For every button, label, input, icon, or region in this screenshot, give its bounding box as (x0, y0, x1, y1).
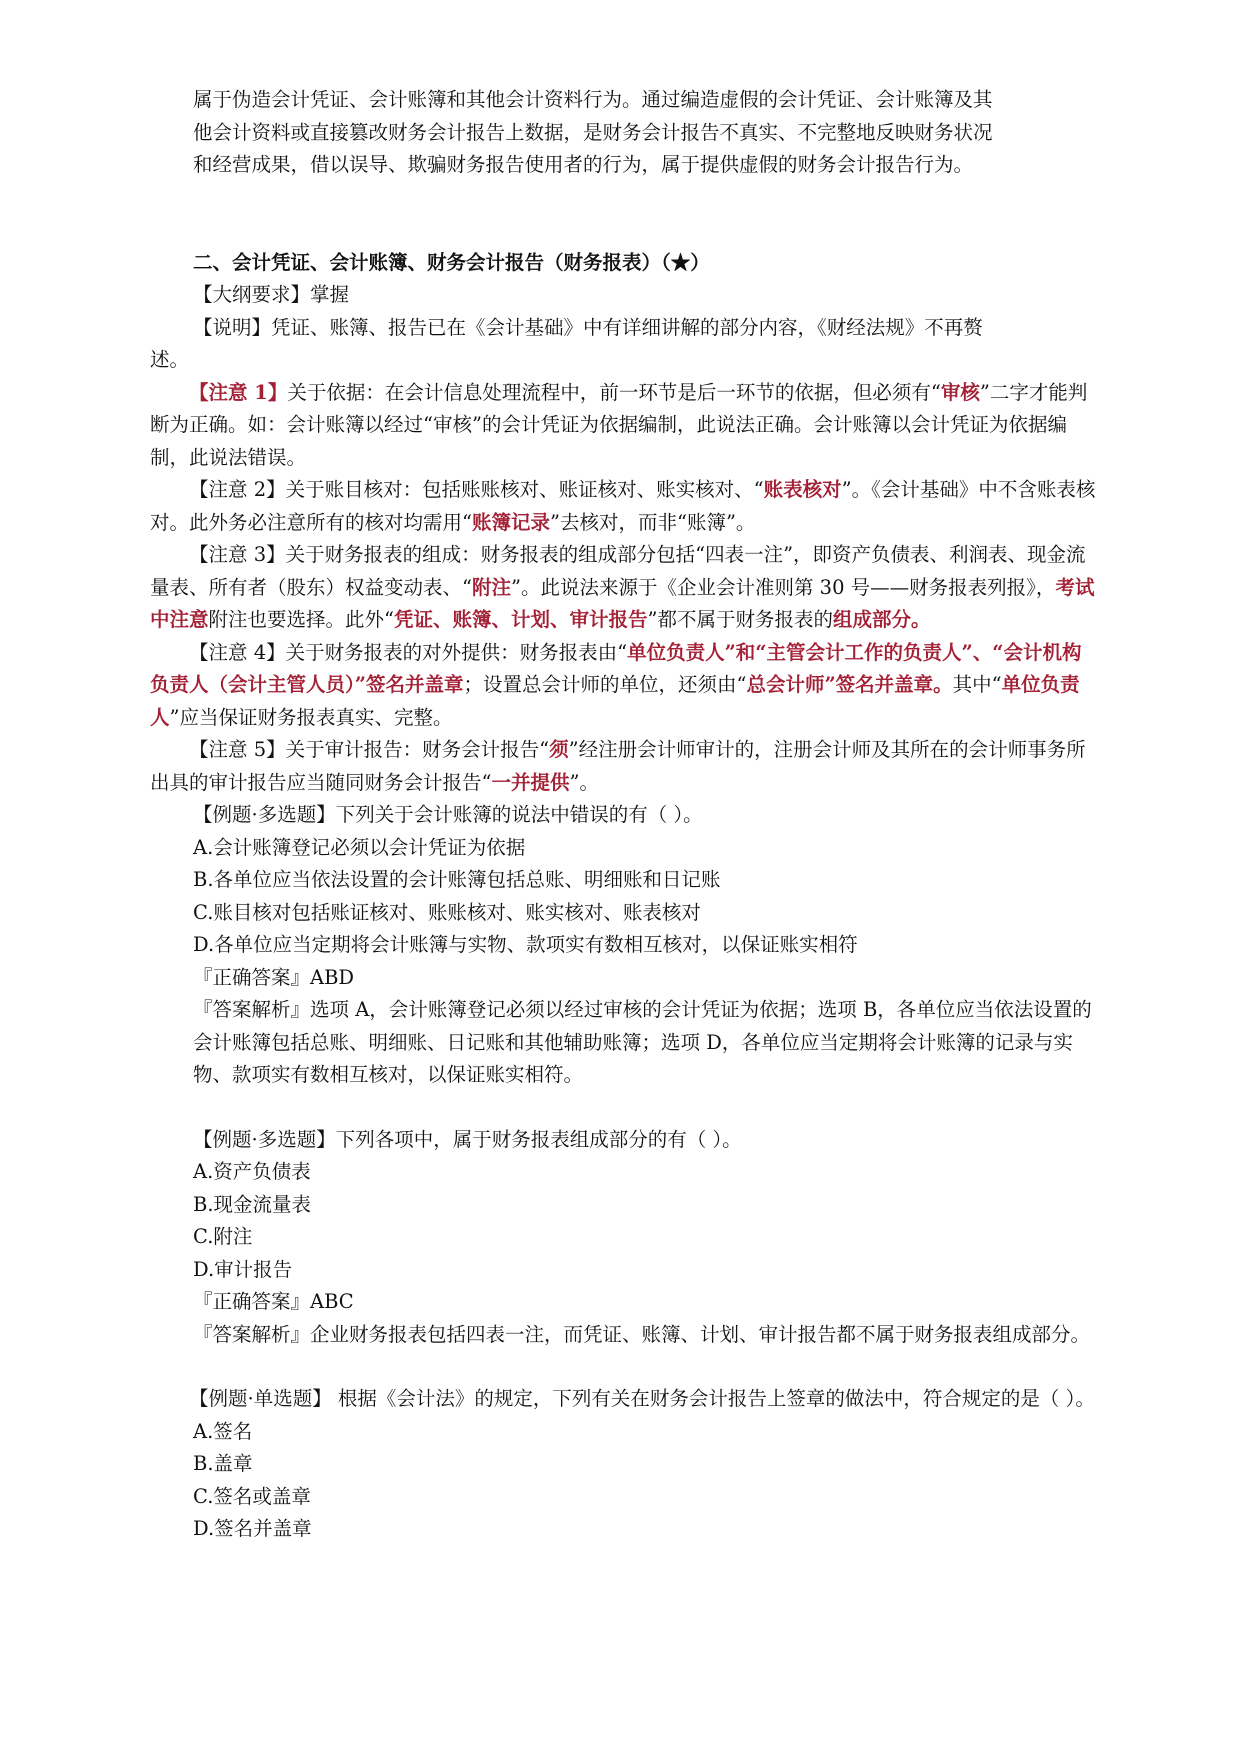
note-1-label: 【注意 1】 (189, 380, 288, 404)
question-3 (150, 1383, 1100, 1546)
option-c: C.账目核对包括账证核对、账账核对、账实核对、账表核对 (193, 900, 701, 924)
option-d: D.审计报告 (193, 1257, 293, 1281)
option-b: B.现金流量表 (193, 1192, 312, 1216)
document-body (150, 84, 1100, 1546)
question-stem: 【例题·多选题】下列各项中，属于财务报表组成部分的有（ ）。 (193, 1127, 742, 1151)
option-d: D.签名并盖章 (193, 1517, 312, 1540)
question-1 (150, 799, 1100, 1092)
correct-answer: 『正确答案』ABC (193, 1290, 354, 1313)
question-stem: 【例题·多选题】下列关于会计账簿的说法中错误的有（ ）。 (193, 803, 703, 826)
note-1: 【注意 1】关于依据：在会计信息处理流程中，前一环节是后一环节的依据，但必须有“审核”二字才能判断为正确。如：会计账簿以经过“审核”的会计凭证为依据编制，此说法正确。会计账簿以会计凭证为依据编制，此说法错误。 (150, 380, 1088, 469)
explanation-line-1: 【说明】凭证、账簿、报告已在《会计基础》中有详细讲解的部分内容，《财经法规》不再赘 (193, 315, 983, 339)
section-title: 二、会计凭证、会计账簿、财务会计报告（财务报表）（★） (193, 250, 710, 274)
question-stem: 【例题·单选题】 根据《会计法》的规定，下列有关在财务会计报告上签章的做法中，符合规定的是（ ）。 (189, 1387, 1095, 1410)
answer-analysis: 『答案解析』企业财务报表包括四表一注，而凭证、账簿、计划、审计报告都不属于财务报表组成部分。 (193, 1322, 1091, 1346)
intro-line-3: 和经营成果，借以误导、欺骗财务报告使用者的行为，属于提供虚假的财务会计报告行为。 (193, 153, 974, 176)
question-2 (150, 1124, 1100, 1352)
intro-paragraph (150, 84, 1100, 182)
option-a: A.资产负债表 (193, 1160, 311, 1183)
option-b: B.盖章 (193, 1452, 253, 1475)
option-a: A.签名 (193, 1419, 253, 1443)
explanation-line-2: 述。 (150, 348, 190, 371)
correct-answer: 『正确答案』ABD (193, 965, 355, 989)
intro-line-2: 他会计资料或直接篡改财务会计报告上数据，是财务会计报告不真实、不完整地反映财务状况 (193, 120, 993, 144)
option-d: D.各单位应当定期将会计账簿与实物、款项实有数相互核对，以保证账实相符 (193, 933, 858, 956)
note-3: 【注意 3】关于财务报表的组成：财务报表的组成部分包括“四表一注”，即资产负债表、利润表、现金流量表、所有者（股东）权益变动表、“附注”。此说法来源于《企业会计准则第 30 号——财务报表列报》，考试中注意附注也要选择。此外“凭证、账簿、计划、审计报告”都不属于财务报表的组成部分。 (150, 543, 1095, 631)
note-5: 【注意 5】关于审计报告：财务会计报告“须”经注册会计师审计的，注册会计师及其所在的会计师事务所出具的审计报告应当随同财务会计报告“一并提供”。 (150, 738, 1086, 794)
outline-requirement: 【大纲要求】掌握 (193, 283, 350, 306)
answer-analysis: 『答案解析』选项 A，会计账簿登记必须以经过审核的会计凭证为依据；选项 B，各单位应当依法设置的会计账簿包括总账、明细账、日记账和其他辅助账簿；选项 D，各单位应当定期将会计账簿的记录与实物、款项实有数相互核对，以保证账实相符。 (193, 998, 1092, 1086)
intro-line-1: 属于伪造会计凭证、会计账簿和其他会计资料行为。通过编造虚假的会计凭证、会计账簿及其 (193, 88, 993, 111)
option-a: A.会计账簿登记必须以会计凭证为依据 (193, 835, 526, 859)
option-c: C.签名或盖章 (193, 1484, 311, 1508)
note-2: 【注意 2】关于账目核对：包括账账核对、账证核对、账实核对、“账表核对”。《会计基础》中不含账表核对。此外务必注意所有的核对均需用“账簿记录”去核对，而非“账簿”。 (150, 478, 1096, 534)
note-4: 【注意 4】关于财务报表的对外提供：财务报表由“单位负责人”和“主管会计工作的负责人”、“会计机构负责人（会计主管人员）”签名并盖章；设置总会计师的单位，还须由“总会计师”签名并盖章。其中“单位负责人”应当保证财务报表真实、完整。 (150, 640, 1082, 729)
option-c: C.附注 (193, 1225, 253, 1248)
option-b: B.各单位应当依法设置的会计账簿包括总账、明细账和日记账 (193, 868, 721, 891)
